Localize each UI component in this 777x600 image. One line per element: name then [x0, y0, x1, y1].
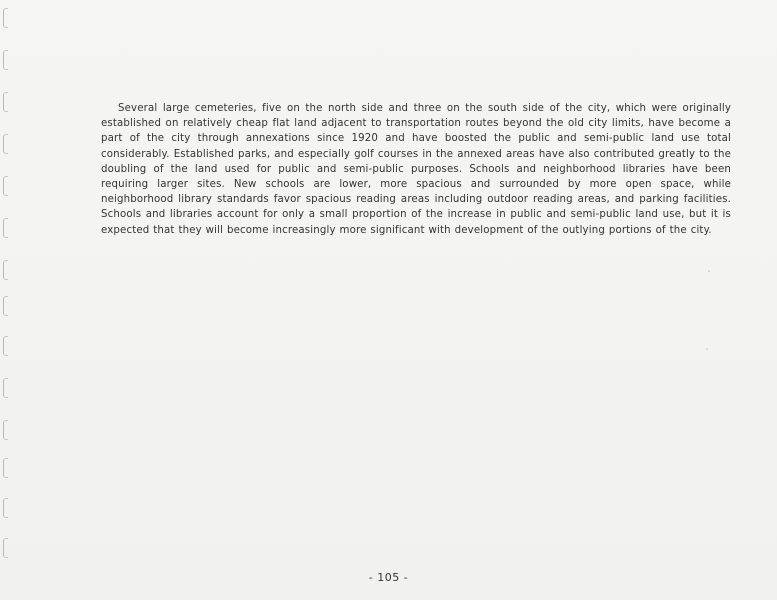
binding-ring	[3, 134, 8, 154]
binding-ring	[3, 8, 8, 28]
binding-ring	[3, 50, 8, 70]
binding-ring	[3, 176, 8, 196]
binding-ring	[3, 296, 8, 316]
binding-ring	[3, 420, 8, 440]
paper-speck	[708, 270, 710, 272]
binding-ring	[3, 458, 8, 478]
binding-ring	[3, 218, 8, 238]
paper-speck	[706, 348, 708, 350]
binding-ring	[3, 92, 8, 112]
binding-ring	[3, 498, 8, 518]
binding-ring	[3, 538, 8, 558]
binding-ring	[3, 336, 8, 356]
binding-rings	[0, 0, 14, 600]
binding-ring	[3, 260, 8, 280]
binding-ring	[3, 378, 8, 398]
page-number: - 105 -	[368, 571, 409, 584]
body-paragraph: Several large cemeteries, five on the north side and three on the south side of the city, which were originally established on relatively cheap flat land adjacent to transportation routes beyond the old city limits, have become a part of the city through annexations since 1920 and have boosted the public and semi-public land use total considerably. Established parks, and especially golf courses in the annexed areas have also contributed greatly to the doubling of the land used for public and semi-public purposes. Schools and neighborhood libraries have been requiring larger sites. New schools are lower, more spacious and surrounded by more open space, while neighborhood library standards favor spacious reading areas including outdoor reading areas, and parking facilities. Schools and libraries account for only a small proportion of the increase in public and semi-public land use, but it is expected that they will become increasingly more significant with development of the outlying portions of the city.	[101, 103, 731, 236]
